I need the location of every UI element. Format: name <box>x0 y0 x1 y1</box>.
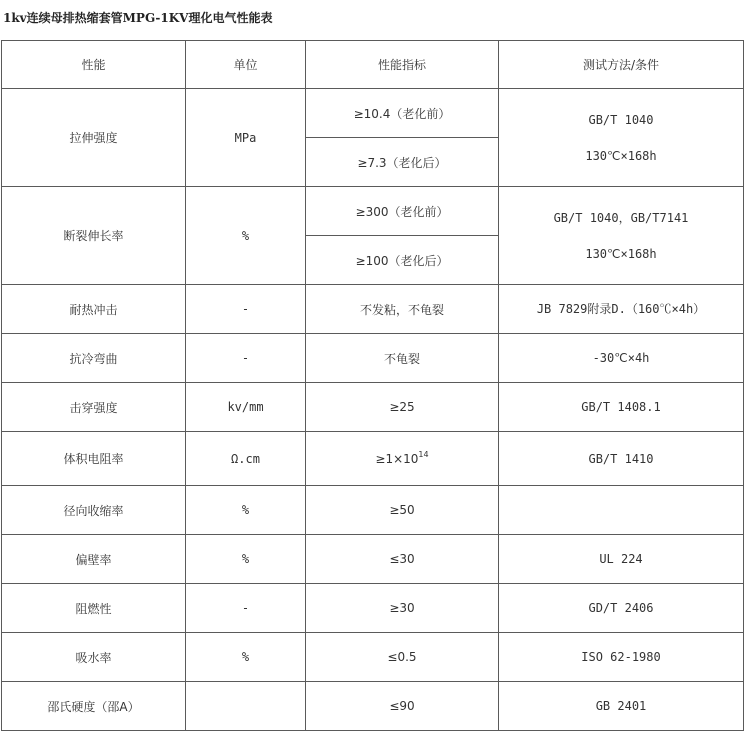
cell-property: 体积电阻率 <box>2 432 186 486</box>
cell-property: 击穿强度 <box>2 383 186 432</box>
cell-indicator: ≥300（老化前） <box>306 187 499 236</box>
cell-test-method <box>499 187 744 285</box>
cell-indicator: ≥100（老化后） <box>306 236 499 285</box>
cell-unit: Ω.cm <box>186 432 306 486</box>
cell-test-method: -30℃×4h <box>499 334 744 383</box>
cell-property: 阻燃性 <box>2 584 186 633</box>
cell-unit: % <box>186 486 306 535</box>
cell-property: 径向收缩率 <box>2 486 186 535</box>
cell-indicator: ≥10.4（老化前） <box>306 89 499 138</box>
cell-property: 邵氏硬度（邵A） <box>2 682 186 731</box>
cell-test-method: GB 2401 <box>499 682 744 731</box>
table-row <box>2 285 744 334</box>
test-line: GB/T 1040，GB/T7141 <box>553 210 689 225</box>
cell-test-method: JB 7829附录D.（160℃×4h） <box>499 285 744 334</box>
indicator-exponent: 14 <box>418 449 429 459</box>
table-row <box>2 486 744 535</box>
cell-unit: - <box>186 584 306 633</box>
cell-unit: kv/mm <box>186 383 306 432</box>
header-property: 性能 <box>2 41 186 89</box>
cell-indicator: ≤30 <box>306 535 499 584</box>
cell-unit: % <box>186 633 306 682</box>
cell-unit: - <box>186 285 306 334</box>
cell-indicator: ≤90 <box>306 682 499 731</box>
cell-indicator: 不龟裂 <box>306 334 499 383</box>
cell-test-method <box>499 89 744 187</box>
table-row <box>2 89 744 138</box>
test-line: 130℃×168h <box>585 148 657 163</box>
test-line: GB/T 1040 <box>588 112 654 127</box>
cell-unit: % <box>186 187 306 285</box>
table-title: 1kv连续母排热缩套管MPG-1KV理化电气性能表 <box>3 11 273 25</box>
properties-table <box>1 40 744 731</box>
table-row <box>2 682 744 731</box>
cell-unit <box>186 682 306 731</box>
table-row <box>2 584 744 633</box>
table-row <box>2 633 744 682</box>
test-line: 130℃×168h <box>585 246 657 261</box>
cell-test-method: ISO 62-1980 <box>499 633 744 682</box>
cell-unit: % <box>186 535 306 584</box>
cell-indicator: 不发粘，不龟裂 <box>306 285 499 334</box>
table-row <box>2 187 744 236</box>
table-header-row <box>2 41 744 89</box>
cell-indicator: ≤0.5 <box>306 633 499 682</box>
indicator-base: ≥1×10 <box>375 451 419 466</box>
table-row <box>2 535 744 584</box>
cell-test-method <box>499 486 744 535</box>
header-test-method: 测试方法/条件 <box>499 41 744 89</box>
header-indicator: 性能指标 <box>306 41 499 89</box>
cell-test-method: GB/T 1410 <box>499 432 744 486</box>
cell-test-method: UL 224 <box>499 535 744 584</box>
cell-indicator: ≥30 <box>306 584 499 633</box>
cell-test-method: GB/T 1408.1 <box>499 383 744 432</box>
cell-property: 偏壁率 <box>2 535 186 584</box>
cell-unit: MPa <box>186 89 306 187</box>
cell-property: 断裂伸长率 <box>2 187 186 285</box>
table-row <box>2 383 744 432</box>
cell-property: 吸水率 <box>2 633 186 682</box>
header-unit: 单位 <box>186 41 306 89</box>
cell-indicator: ≥50 <box>306 486 499 535</box>
cell-property: 抗冷弯曲 <box>2 334 186 383</box>
table-row <box>2 432 744 486</box>
cell-unit: - <box>186 334 306 383</box>
cell-test-method: GD/T 2406 <box>499 584 744 633</box>
cell-indicator <box>306 432 499 486</box>
cell-indicator: ≥25 <box>306 383 499 432</box>
cell-property: 耐热冲击 <box>2 285 186 334</box>
cell-indicator: ≥7.3（老化后） <box>306 138 499 187</box>
table-row <box>2 334 744 383</box>
cell-property: 拉伸强度 <box>2 89 186 187</box>
